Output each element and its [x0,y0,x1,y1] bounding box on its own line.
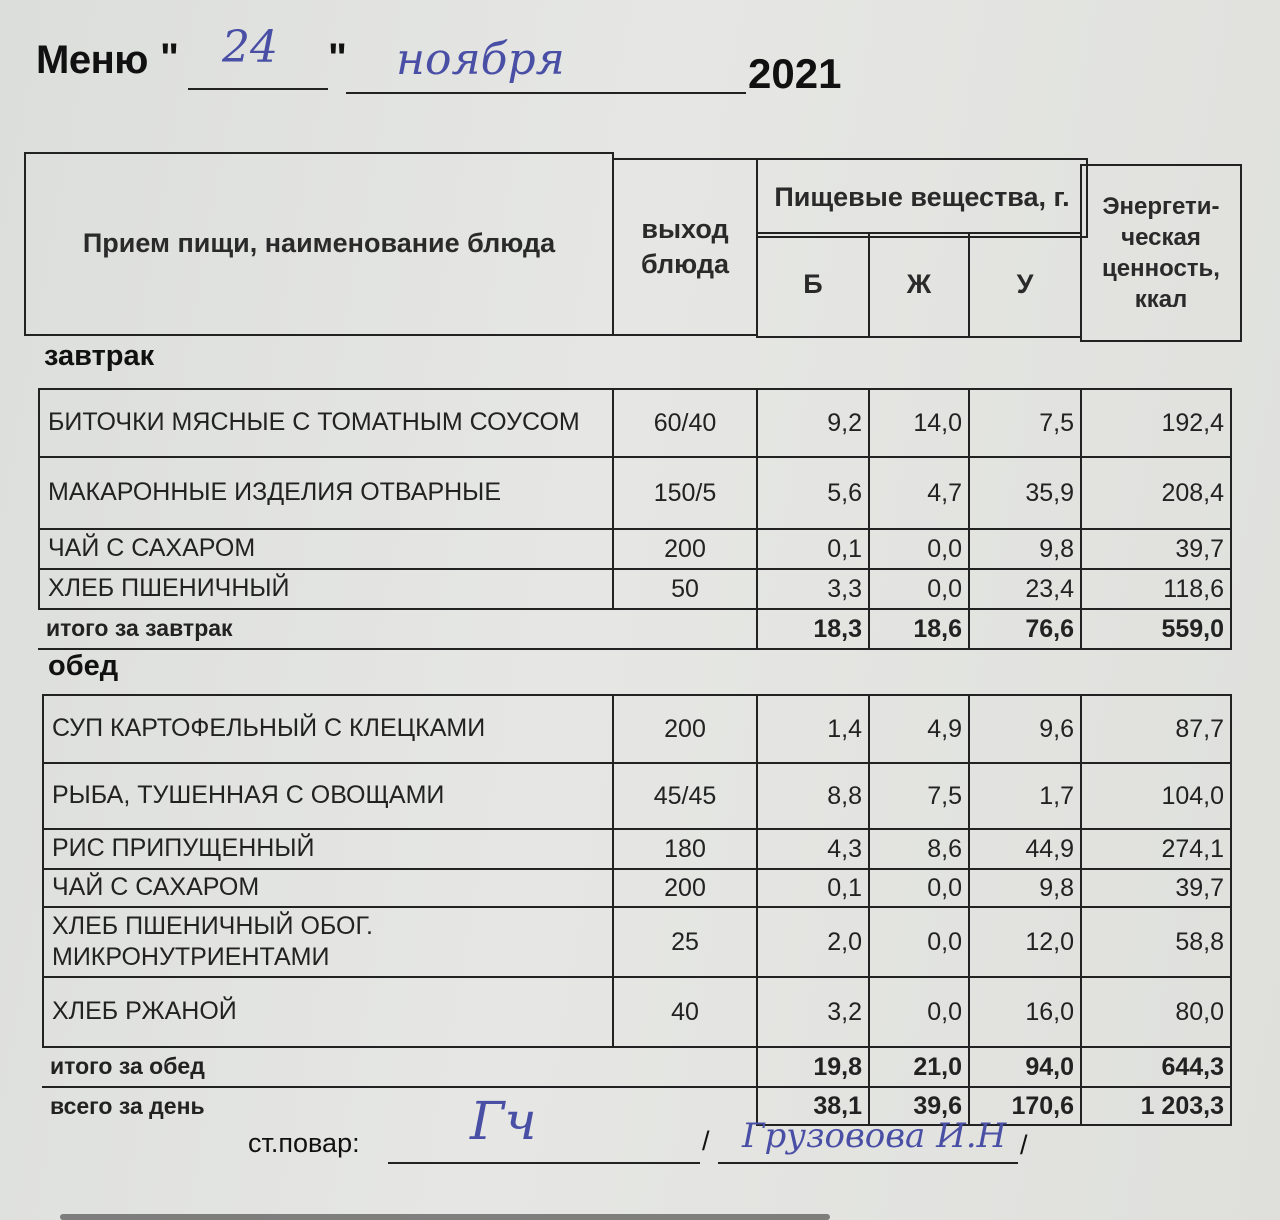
lunch-row-1-kcal-text: 104,0 [1161,781,1224,810]
breakfast-row-3-kcal [1080,568,1232,610]
breakfast-row-1-b [756,456,870,530]
breakfast-row-1-yield [612,456,758,530]
col-header-nutrients-text: Пищевые вещества, г. [774,182,1070,213]
signature-mark: Гч [470,1092,537,1152]
lunch-row-1-zh-text: 7,5 [927,781,962,810]
breakfast-row-3-yield [612,568,758,610]
lunch-row-3-kcal-text: 39,7 [1175,873,1224,902]
breakfast-row-2-name-text: ЧАЙ С САХАРОМ [48,534,256,563]
lunch-row-4-yield-text: 25 [671,927,699,956]
lunch-row-1-u [968,762,1082,830]
lunch-row-5-name [42,976,614,1048]
breakfast-row-2-b-text: 0,1 [827,534,862,563]
lunch-total-label [42,1046,758,1088]
breakfast-row-1-zh [868,456,970,530]
lunch-row-0-name-text: СУП КАРТОФЕЛЬНЫЙ С КЛЕЦКАМИ [52,714,486,743]
day-total-u-text: 170,6 [1011,1091,1074,1120]
lunch-row-5-kcal [1080,976,1232,1048]
col-header-energy [1080,164,1242,342]
breakfast-row-1-zh-text: 4,7 [927,478,962,507]
lunch-row-1-b-text: 8,8 [827,781,862,810]
lunch-row-3-u-text: 9,8 [1039,873,1074,902]
day-underline [188,88,328,90]
lunch-row-5-yield-text: 40 [671,997,699,1026]
breakfast-row-0-zh [868,388,970,458]
breakfast-row-3-b [756,568,870,610]
lunch-row-2-yield-text: 180 [664,834,706,863]
breakfast-total-kcal [1080,608,1232,650]
lunch-row-2-name [42,828,614,870]
lunch-row-2-kcal-text: 274,1 [1161,834,1224,863]
lunch-row-1-b [756,762,870,830]
year: 2021 [748,50,842,97]
lunch-row-3-u [968,868,1082,908]
lunch-row-0-kcal-text: 87,7 [1175,714,1224,743]
breakfast-row-2-name [38,528,614,570]
breakfast-row-0-b [756,388,870,458]
lunch-row-0-u-text: 9,6 [1039,714,1074,743]
lunch-row-4-zh-text: 0,0 [927,927,962,956]
lunch-row-3-b [756,868,870,908]
col-header-nutrients [756,158,1088,238]
lunch-row-0-yield-text: 200 [664,714,706,743]
breakfast-row-3-b-text: 3,3 [827,574,862,603]
day-total-b-text: 38,1 [813,1091,862,1120]
lunch-row-4-b [756,906,870,978]
lunch-row-3-zh [868,868,970,908]
breakfast-row-1-kcal-text: 208,4 [1161,478,1224,507]
col-header-protein-text: Б [803,269,823,300]
col-header-yield-text: выход блюда [640,213,729,279]
breakfast-row-1-u [968,456,1082,530]
breakfast-total-b-text: 18,3 [813,614,862,643]
breakfast-row-2-kcal [1080,528,1232,570]
col-header-fat [868,232,970,338]
lunch-row-5-u [968,976,1082,1048]
breakfast-row-2-b [756,528,870,570]
col-header-carbs [968,232,1082,338]
lunch-row-2-zh [868,828,970,870]
lunch-row-2-b [756,828,870,870]
cook-name-handwritten: Грузовова И.Н [742,1116,1007,1156]
quote-open: " [160,36,179,80]
breakfast-total-u-text: 76,6 [1025,614,1074,643]
lunch-row-2-u-text: 44,9 [1025,834,1074,863]
lunch-row-5-name-text: ХЛЕБ РЖАНОЙ [52,997,237,1026]
lunch-row-5-kcal-text: 80,0 [1175,997,1224,1026]
lunch-row-2-u [968,828,1082,870]
col-header-meal-text: Прием пищи, наименование блюда [82,228,556,259]
lunch-row-5-zh-text: 0,0 [927,997,962,1026]
signature-end: / [1020,1130,1028,1160]
lunch-row-0-u [968,694,1082,764]
lunch-total-u-text: 94,0 [1025,1052,1074,1081]
month-handwritten: ноября [396,34,565,85]
lunch-row-4-name-text: ХЛЕБ ПШЕНИЧНЫЙ ОБОГ. МИКРОНУТРИЕНТАМИ [52,911,373,971]
lunch-row-0-kcal [1080,694,1232,764]
breakfast-total-u [968,608,1082,650]
lunch-row-0-name [42,694,614,764]
breakfast-row-3-u [968,568,1082,610]
quote-close: " [328,36,347,80]
breakfast-row-2-u-text: 9,8 [1039,534,1074,563]
col-header-protein [756,232,870,338]
lunch-row-3-name-text: ЧАЙ С САХАРОМ [52,873,260,902]
breakfast-row-0-kcal-text: 192,4 [1161,408,1224,437]
breakfast-row-2-yield-text: 200 [664,534,706,563]
breakfast-row-1-kcal [1080,456,1232,530]
lunch-row-5-b [756,976,870,1048]
day-total-label [42,1086,758,1126]
lunch-row-4-yield [612,906,758,978]
breakfast-row-0-yield-text: 60/40 [653,408,717,437]
breakfast-row-0-u-text: 7,5 [1039,408,1074,437]
breakfast-row-3-zh [868,568,970,610]
lunch-row-4-kcal-text: 58,8 [1175,927,1224,956]
breakfast-row-2-yield [612,528,758,570]
breakfast-row-1-name-text: МАКАРОННЫЕ ИЗДЕЛИЯ ОТВАРНЫЕ [48,478,501,507]
section-title-lunch: обед [48,650,119,682]
lunch-total-kcal-text: 644,3 [1161,1052,1224,1081]
breakfast-total-label [38,608,758,650]
lunch-row-3-name [42,868,614,908]
breakfast-row-3-zh-text: 0,0 [927,574,962,603]
breakfast-row-2-zh-text: 0,0 [927,534,962,563]
day-total-zh-text: 39,6 [913,1091,962,1120]
lunch-total-u [968,1046,1082,1088]
breakfast-row-1-u-text: 35,9 [1025,478,1074,507]
lunch-row-3-zh-text: 0,0 [927,873,962,902]
breakfast-row-0-zh-text: 14,0 [913,408,962,437]
breakfast-total-zh-text: 18,6 [913,614,962,643]
lunch-row-4-kcal [1080,906,1232,978]
lunch-row-1-yield-text: 45/45 [653,781,717,810]
lunch-row-1-yield [612,762,758,830]
breakfast-row-3-yield-text: 50 [671,574,699,603]
day-total-label-text: всего за день [50,1092,205,1119]
lunch-row-0-zh-text: 4,9 [927,714,962,743]
lunch-row-5-zh [868,976,970,1048]
col-header-fat-text: Ж [906,269,932,300]
lunch-row-1-kcal [1080,762,1232,830]
lunch-row-3-b-text: 0,1 [827,873,862,902]
signature-underline [388,1162,700,1164]
lunch-total-b [756,1046,870,1088]
lunch-row-4-u [968,906,1082,978]
breakfast-row-0-kcal [1080,388,1232,458]
lunch-row-4-u-text: 12,0 [1025,927,1074,956]
lunch-row-0-yield [612,694,758,764]
breakfast-row-1-name [38,456,614,530]
lunch-row-1-u-text: 1,7 [1039,781,1074,810]
lunch-total-kcal [1080,1046,1232,1088]
signature-label: ст.повар: [248,1128,360,1158]
col-header-carbs-text: У [1016,269,1034,300]
lunch-row-3-kcal [1080,868,1232,908]
breakfast-row-0-b-text: 9,2 [827,408,862,437]
breakfast-row-1-b-text: 5,6 [827,478,862,507]
lunch-row-4-b-text: 2,0 [827,927,862,956]
name-underline [718,1162,1018,1164]
breakfast-total-zh [868,608,970,650]
breakfast-total-b [756,608,870,650]
month-underline [346,92,746,94]
lunch-row-2-name-text: РИС ПРИПУЩЕННЫЙ [52,834,315,863]
lunch-total-b-text: 19,8 [813,1052,862,1081]
breakfast-row-0-yield [612,388,758,458]
breakfast-total-label-text: итого за завтрак [46,614,233,641]
breakfast-row-3-name [38,568,614,610]
lunch-row-2-kcal [1080,828,1232,870]
day-total-kcal [1080,1086,1232,1126]
breakfast-row-0-name [38,388,614,458]
signature-separator: / [702,1126,710,1156]
lunch-total-label-text: итого за обед [50,1052,205,1079]
lunch-row-1-name-text: РЫБА, ТУШЕННАЯ С ОВОЩАМИ [52,781,445,810]
breakfast-row-0-u [968,388,1082,458]
col-header-yield [612,158,758,336]
breakfast-row-2-u [968,528,1082,570]
lunch-row-2-zh-text: 8,6 [927,834,962,863]
section-title-breakfast: завтрак [44,340,155,372]
lunch-row-4-name [42,906,614,978]
breakfast-row-3-u-text: 23,4 [1025,574,1074,603]
lunch-row-3-yield-text: 200 [664,873,706,902]
lunch-row-4-zh [868,906,970,978]
lunch-row-0-b [756,694,870,764]
lunch-row-1-zh [868,762,970,830]
day-total-kcal-text: 1 203,3 [1140,1091,1224,1120]
breakfast-row-2-zh [868,528,970,570]
lunch-row-2-b-text: 4,3 [827,834,862,863]
cut-off-text-shadow [60,1214,830,1220]
lunch-row-3-yield [612,868,758,908]
breakfast-row-3-name-text: ХЛЕБ ПШЕНИЧНЫЙ [48,574,290,603]
breakfast-row-2-kcal-text: 39,7 [1175,534,1224,563]
menu-label: Меню [36,38,148,82]
col-header-energy-text: Энергети-ческая ценность, ккал [1102,192,1220,314]
breakfast-row-0-name-text: БИТОЧКИ МЯСНЫЕ С ТОМАТНЫМ СОУСОМ [48,408,580,437]
breakfast-row-3-kcal-text: 118,6 [1163,574,1224,603]
lunch-row-5-b-text: 3,2 [827,997,862,1026]
lunch-row-1-name [42,762,614,830]
day-handwritten: 24 [222,22,278,73]
lunch-row-5-yield [612,976,758,1048]
lunch-total-zh-text: 21,0 [913,1052,962,1081]
lunch-row-2-yield [612,828,758,870]
lunch-row-5-u-text: 16,0 [1025,997,1074,1026]
breakfast-row-1-yield-text: 150/5 [653,478,717,507]
lunch-total-zh [868,1046,970,1088]
col-header-meal [24,152,614,336]
lunch-row-0-zh [868,694,970,764]
lunch-row-0-b-text: 1,4 [827,714,862,743]
cut-off-next-line [60,1206,830,1220]
breakfast-total-kcal-text: 559,0 [1161,614,1224,643]
